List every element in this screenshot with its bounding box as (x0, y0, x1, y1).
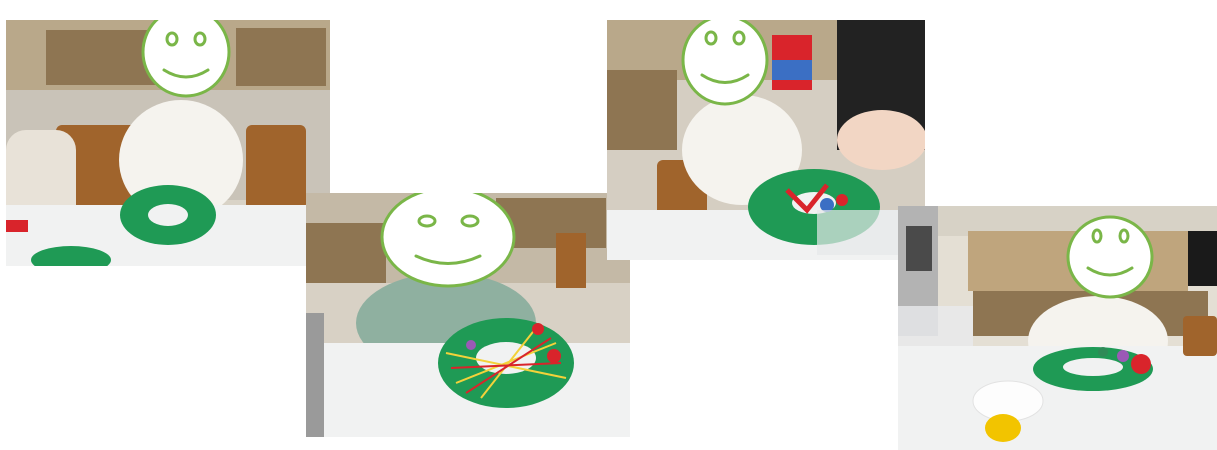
photo-child-finished-wreath (898, 206, 1217, 450)
photo-child-wrapping-wreath (6, 20, 330, 266)
smiley-face-icon (143, 20, 229, 96)
smiley-face-icon (382, 193, 514, 286)
smiley-face-icon (1068, 217, 1152, 297)
smiley-face-icon (683, 20, 767, 104)
photo-child-adding-ribbon (607, 20, 925, 260)
photo-child-decorating-wreath (306, 193, 630, 437)
